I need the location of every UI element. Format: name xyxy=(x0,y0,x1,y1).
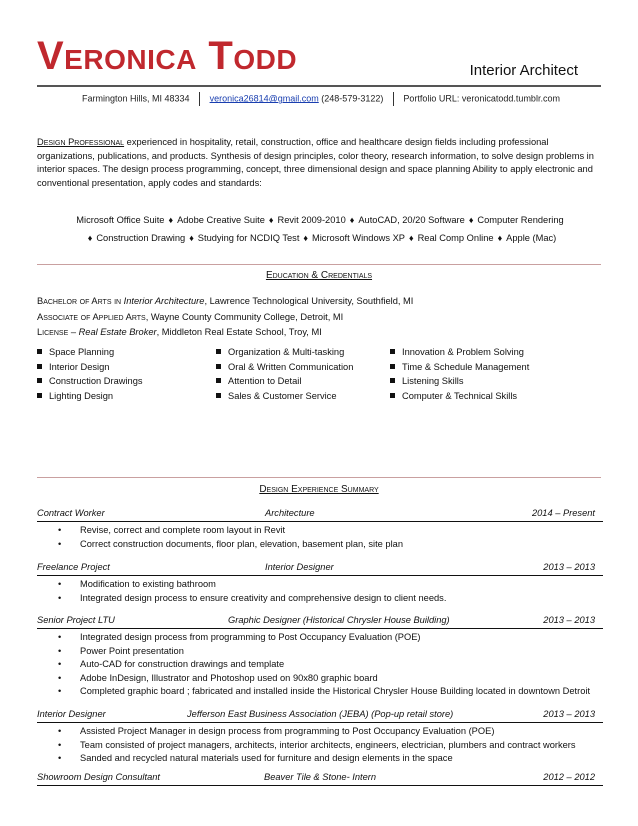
square-bullet-icon xyxy=(216,349,221,354)
skill-item: Computer Rendering xyxy=(477,215,564,225)
bullet-icon: • xyxy=(58,632,62,642)
duty-item: • Integrated design process from programming to Post Occupancy Evaluation (POE) xyxy=(58,631,590,645)
job-duties xyxy=(58,578,446,605)
job-header xyxy=(37,710,603,723)
job-header xyxy=(37,509,603,522)
skills-row-1 xyxy=(37,211,603,229)
diamond-icon: ♦ xyxy=(189,233,194,243)
software-skills xyxy=(37,211,603,247)
job-role: Contract Worker xyxy=(37,508,105,518)
job-title: Interior Architect xyxy=(469,62,578,79)
square-bullet-icon xyxy=(390,364,395,369)
duty-item: • Auto-CAD for construction drawings and template xyxy=(58,658,590,672)
degree-bachelor: Bachelor of Arts in Interior Architecture, Lawrence Technological University, Southfield, MI xyxy=(37,296,414,306)
portfolio-url: Portfolio URL: veronicatodd.tumblr.com xyxy=(403,93,560,104)
competency-item: Attention to Detail xyxy=(216,374,353,389)
square-bullet-icon xyxy=(216,364,221,369)
skill-item: Microsoft Windows XP xyxy=(312,233,405,243)
competency-column-2 xyxy=(216,345,353,403)
degree-associate: Associate of Applied Arts, Wayne County Community College, Detroit, MI xyxy=(37,312,344,322)
duty-item: • Assisted Project Manager in design process from programming to Post Occupancy Evaluation (POE) xyxy=(58,725,576,739)
job-organization: Graphic Designer (Historical Chrysler House Building) xyxy=(228,615,450,625)
competency-item: Interior Design xyxy=(37,360,143,375)
diamond-icon: ♦ xyxy=(268,215,274,225)
square-bullet-icon xyxy=(216,378,221,383)
diamond-icon: ♦ xyxy=(87,233,93,243)
email-link[interactable]: veronica26814@gmail.com xyxy=(209,93,319,104)
bullet-icon: • xyxy=(58,645,62,656)
separator xyxy=(199,92,200,106)
job-duties xyxy=(58,725,576,766)
competency-item: Lighting Design xyxy=(37,389,143,404)
professional-summary xyxy=(37,136,603,190)
duty-item: • Integrated design process to ensure creativity and comprehensive design to client needs. xyxy=(58,592,446,606)
competency-item: Organization & Multi-tasking xyxy=(216,345,353,360)
job-role: Showroom Design Consultant xyxy=(37,772,160,782)
square-bullet-icon xyxy=(390,393,395,398)
competency-item: Oral & Written Communication xyxy=(216,360,353,375)
job-header xyxy=(37,616,603,629)
resume-name: Veronica Todd xyxy=(37,34,298,78)
square-bullet-icon xyxy=(37,364,42,369)
skill-item: Revit 2009-2010 xyxy=(277,215,346,225)
diamond-icon: ♦ xyxy=(409,233,414,243)
competency-item: Time & Schedule Management xyxy=(390,360,529,375)
bullet-icon: • xyxy=(58,659,62,670)
job-dates: 2012 – 2012 xyxy=(543,772,595,782)
location: Farmington Hills, MI 48334 xyxy=(82,93,190,104)
bullet-icon: • xyxy=(58,592,62,603)
duty-item: • Sanded and recycled natural materials used for furniture and design elements in the space xyxy=(58,752,576,766)
license: License – Real Estate Broker, Middleton Real Estate School, Troy, MI xyxy=(37,327,322,337)
separator xyxy=(393,92,394,106)
square-bullet-icon xyxy=(37,349,42,354)
diamond-icon: ♦ xyxy=(303,233,308,243)
job-header xyxy=(37,773,603,786)
bullet-icon: • xyxy=(58,753,62,764)
job-organization: Jefferson East Business Association (JEBA) (Pop-up retail store) xyxy=(187,709,454,719)
competency-item: Construction Drawings xyxy=(37,374,143,389)
job-role: Interior Designer xyxy=(37,709,106,719)
skill-item: AutoCAD, 20/20 Software xyxy=(358,215,465,225)
bullet-icon: • xyxy=(58,726,62,736)
skill-item: Studying for NCDIQ Test xyxy=(197,233,300,243)
skills-row-2 xyxy=(37,229,603,247)
bullet-icon: • xyxy=(58,579,62,589)
square-bullet-icon xyxy=(37,393,42,398)
skill-item: Adobe Creative Suite xyxy=(177,215,265,225)
summary-text: experienced in hospitality, retail, construction, office and healthcare design fields including professional organizations, publications, and products. Synthesis of design principles, color theory, research information, to solve design problems in interior spaces. The design process programming, concept, three dimensional design and space planning Ability to apply electronic and conventional presentation, apply codes and standards: xyxy=(37,137,594,188)
job-organization: Interior Designer xyxy=(265,562,334,572)
section-divider xyxy=(37,477,601,478)
duty-item: • Modification to existing bathroom xyxy=(58,578,446,592)
job-duties xyxy=(58,631,590,699)
experience-heading: Design Experience Summary xyxy=(259,484,379,495)
skill-item: Construction Drawing xyxy=(96,233,186,243)
competency-item: Listening Skills xyxy=(390,374,529,389)
diamond-icon: ♦ xyxy=(168,215,174,225)
duty-item: • Adobe InDesign, Illustrator and Photoshop used on 90x80 graphic board xyxy=(58,672,590,686)
competency-item: Computer & Technical Skills xyxy=(390,389,529,404)
bullet-icon: • xyxy=(58,686,62,697)
square-bullet-icon xyxy=(37,378,42,383)
job-role: Freelance Project xyxy=(37,562,110,572)
competency-item: Space Planning xyxy=(37,345,143,360)
bullet-icon: • xyxy=(58,739,62,750)
skill-item: Microsoft Office Suite xyxy=(76,215,165,225)
bullet-icon: • xyxy=(58,538,62,549)
diamond-icon: ♦ xyxy=(349,215,355,225)
duty-item: • Team consisted of project managers, architects, interior architects, engineers, electrician, plumbers and contract workers xyxy=(58,739,576,753)
bullet-icon: • xyxy=(58,525,62,535)
skill-item: Real Comp Online xyxy=(417,233,494,243)
skill-item: Apple (Mac) xyxy=(506,233,557,243)
education-heading: Education & Credentials xyxy=(265,270,373,281)
phone: (248-579-3122) xyxy=(321,93,384,104)
job-header xyxy=(37,563,603,576)
bullet-icon: • xyxy=(58,672,62,683)
header-divider xyxy=(37,85,601,87)
job-duties xyxy=(58,524,403,551)
job-organization: Beaver Tile & Stone- Intern xyxy=(264,772,377,782)
contact-line xyxy=(82,92,560,106)
duty-item: • Power Point presentation xyxy=(58,645,590,659)
duty-item: • Completed graphic board ; fabricated and installed inside the Historical Chrysler House Building located in downtown Detroit xyxy=(58,685,590,699)
square-bullet-icon xyxy=(216,393,221,398)
competency-item: Innovation & Problem Solving xyxy=(390,345,529,360)
job-dates: 2014 – Present xyxy=(531,508,595,518)
job-dates: 2013 – 2013 xyxy=(543,709,595,719)
section-divider xyxy=(37,264,601,265)
competency-column-1 xyxy=(37,345,143,403)
duty-item: • Revise, correct and complete room layout in Revit xyxy=(58,524,403,538)
square-bullet-icon xyxy=(390,378,395,383)
job-organization: Architecture xyxy=(265,508,315,518)
square-bullet-icon xyxy=(390,349,395,354)
job-role: Senior Project LTU xyxy=(37,615,115,625)
diamond-icon: ♦ xyxy=(468,215,474,225)
duty-item: • Correct construction documents, floor plan, elevation, basement plan, site plan xyxy=(58,538,403,552)
job-dates: 2013 – 2013 xyxy=(543,615,595,625)
diamond-icon: ♦ xyxy=(497,233,503,243)
competency-column-3 xyxy=(390,345,529,403)
summary-lead: Design Professional xyxy=(37,137,125,147)
competency-item: Sales & Customer Service xyxy=(216,389,353,404)
job-dates: 2013 – 2013 xyxy=(543,562,595,572)
